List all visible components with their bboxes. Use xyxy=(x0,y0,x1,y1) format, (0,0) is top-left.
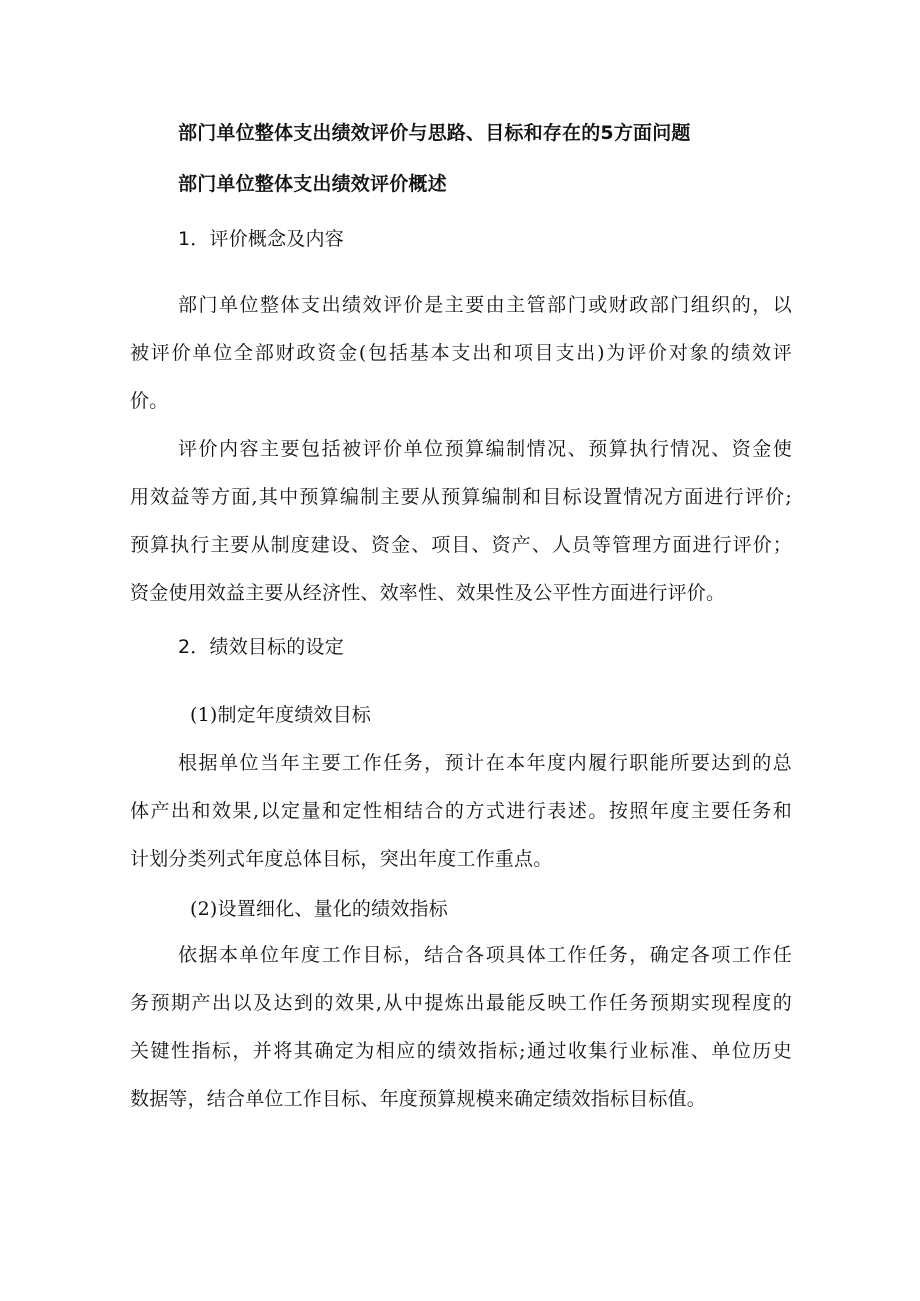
paragraph-line: 评价内容主要包括被评价单位预算编制情况、预算执行情况、资金使 xyxy=(178,438,792,460)
document-subtitle: 部门单位整体支出绩效评价概述 xyxy=(178,173,447,195)
paragraph-line: 资金使用效益主要从经济性、效率性、效果性及公平性方面进行评价。 xyxy=(130,582,726,604)
paragraph-line: 体产出和效果,以定量和定性相结合的方式进行表述。按照年度主要任务和 xyxy=(130,800,792,822)
paragraph-line: 预算执行主要从制度建设、资金、项目、资产、人员等管理方面进行评价； xyxy=(130,534,792,556)
section-2-heading: 2．绩效目标的设定 xyxy=(178,636,344,658)
subsection-1-heading: (1)制定年度绩效目标 xyxy=(190,704,372,726)
paragraph-line: 价。 xyxy=(130,390,169,412)
paragraph-line: 数据等，结合单位工作目标、年度预算规模来确定绩效指标目标值。 xyxy=(130,1088,707,1110)
paragraph-line: 关键性指标，并将其确定为相应的绩效指标;通过收集行业标准、单位历史 xyxy=(130,1040,792,1062)
paragraph-line: 务预期产出以及达到的效果,从中提炼出最能反映工作任务预期实现程度的 xyxy=(130,992,792,1014)
paragraph-line: 被评价单位全部财政资金(包括基本支出和项目支出)为评价对象的绩效评 xyxy=(130,342,792,364)
section-1-heading: 1．评价概念及内容 xyxy=(178,228,344,250)
subsection-2-heading: (2)设置细化、量化的绩效指标 xyxy=(190,898,448,920)
document-title: 部门单位整体支出绩效评价与思路、目标和存在的5方面问题 xyxy=(178,122,691,144)
paragraph-line: 部门单位整体支出绩效评价是主要由主管部门或财政部门组织的，以 xyxy=(178,294,792,316)
paragraph-line: 依据本单位年度工作目标，结合各项具体工作任务，确定各项工作任 xyxy=(178,944,792,966)
paragraph-line: 用效益等方面,其中预算编制主要从预算编制和目标设置情况方面进行评价; xyxy=(130,486,792,508)
paragraph-line: 计划分类列式年度总体目标，突出年度工作重点。 xyxy=(130,848,553,870)
paragraph-line: 根据单位当年主要工作任务，预计在本年度内履行职能所要达到的总 xyxy=(178,752,792,774)
